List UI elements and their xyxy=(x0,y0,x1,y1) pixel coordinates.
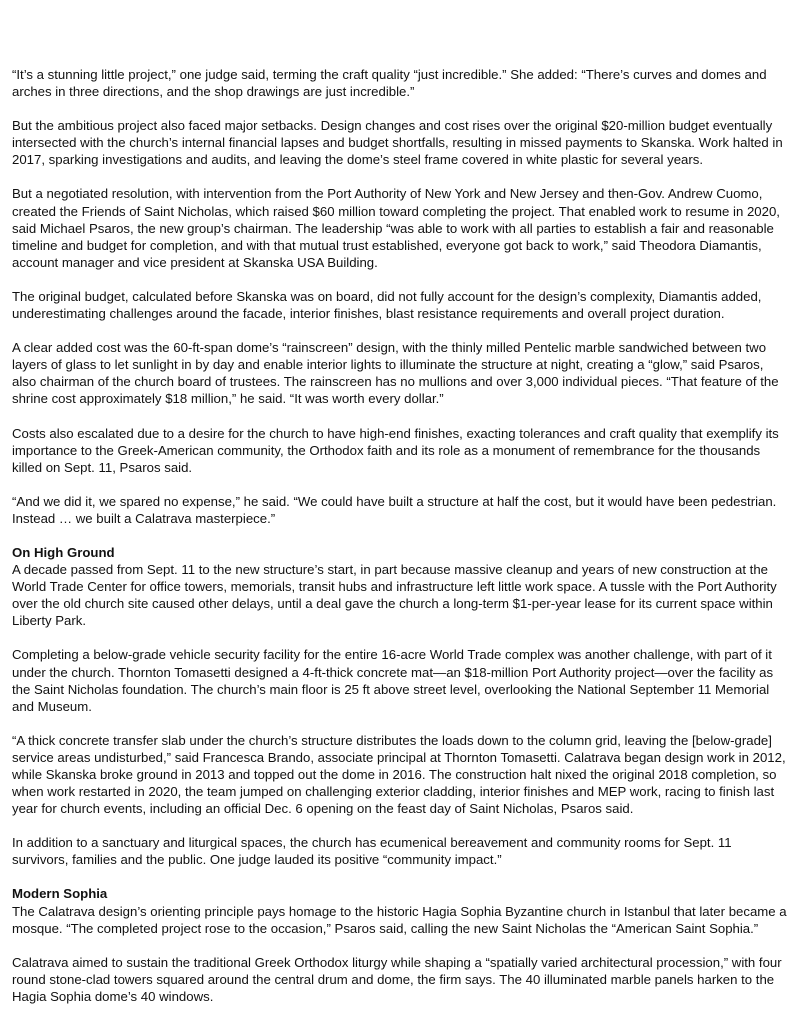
paragraph-rainscreen: A clear added cost was the 60-ft-span dome’s “rainscreen” design, with the thinly milled Pentelic marble sandwiched between two layers of glass to let sunlight in by day and enable interior lights to illuminate the structure at night, creating a “glow,” said Psaros, also chairman of the church board of trustees. The rainscreen has no mullions and over 3,000 individual pieces. “That feature of the shrine cost approximately $18 million,” he said. “It was worth every dollar.” xyxy=(12,340,779,407)
paragraph-setbacks: But the ambitious project also faced major setbacks. Design changes and cost rises over the original $20-million budget eventually intersected with the church’s internal financial lapses and budget shortfalls, resulting in missed payments to Skanska. Work halted in 2017, sparking investigations and audits, and leaving the dome’s steel frame covered in white plastic for several years. xyxy=(12,118,783,168)
paragraph-costs-escalated: Costs also escalated due to a desire for the church to have high-end finishes, exacting tolerances and craft quality that exemplify its importance to the Greek-American community, the Orthodox faith and its role as a monument of remembrance for the thousands killed on Sept. 11, Psaros said. xyxy=(12,425,779,475)
paragraph-transfer-slab: “A thick concrete transfer slab under the church’s structure distributes the loads down to the column grid, leaving the [below-grade] service areas undisturbed,” said Francesca Brando, associate principal at Thornton Tomasetti. Calatrava began design work in 2012, while Skanska broke ground in 2013 and topped out the dome in 2016. The construction halt nixed the original 2018 completion, so when work restarted in 2020, the team jumped on challenging exterior cladding, interior finishes and MEP work, racing to finish last year for church events, including an official Dec. 6 opening on the feast day of Saint Nicholas, Psaros said. xyxy=(12,732,786,817)
paragraph-community-rooms: In addition to a sanctuary and liturgical spaces, the church has ecumenical bereavement and community rooms for Sept. 11 survivors, families and the public. One judge lauded its positive “community impact.” xyxy=(12,835,732,868)
paragraph-liturgy: Calatrava aimed to sustain the traditional Greek Orthodox liturgy while shaping a “spatially varied architectural procession,” with four round stone-clad towers squared around the central drum and dome, the firm says. The 40 illuminated marble panels harken to the Hagia Sophia dome’s 40 windows. xyxy=(12,954,782,1004)
paragraph-hagia-sophia: The Calatrava design’s orienting principle pays homage to the historic Hagia Sophia Byzantine church in Istanbul that later became a mosque. “The completed project rose to the occasion,” Psaros said, calling the new Saint Nicholas the “American Saint Sophia.” xyxy=(12,903,787,936)
paragraph-judge-quote: “It’s a stunning little project,” one judge said, terming the craft quality “just incredible.” She added: “There’s curves and domes and arches in three directions, and the shop drawings are just incredible.” xyxy=(12,67,767,100)
section-heading-high-ground: On High Ground xyxy=(12,544,115,560)
paragraph-no-expense: “And we did it, we spared no expense,” he said. “We could have built a structure at half the cost, but it would have been pedestrian. Instead … we built a Calatrava masterpiece.” xyxy=(12,493,777,526)
paragraph-resolution: But a negotiated resolution, with intervention from the Port Authority of New York and New Jersey and then-Gov. Andrew Cuomo, created the Friends of Saint Nicholas, which raised $60 million toward completing the project. That enabled work to resume in 2020, said Michael Psaros, the new group’s chairman. The leadership “was able to work with all parties to establish a fair and reasonable timeline and budget for completion, and with that mutual trust established, everyone got back to work,” said Theodora Diamantis, account manager and vice president at Skanska USA Building. xyxy=(12,186,780,270)
article-body xyxy=(12,66,790,1022)
paragraph-original-budget: The original budget, calculated before Skanska was on board, did not fully account for the design’s complexity, Diamantis added, underestimating challenges around the facade, interior finishes, blast resistance requirements and overall project duration. xyxy=(12,288,762,322)
paragraph-security-facility: Completing a below-grade vehicle security facility for the entire 16-acre World Trade complex was another challenge, with part of it under the church. Thornton Tomasetti designed a 4-ft-thick concrete mat—an $18-million Port Authority project—over the facility as the Saint Nicholas foundation. The church’s main floor is 25 ft above street level, overlooking the National September 11 Memorial and Museum. xyxy=(12,647,774,714)
section-heading-modern-sophia: Modern Sophia xyxy=(12,886,108,902)
paragraph-decade-passed: A decade passed from Sept. 11 to the new structure’s start, in part because massive cleanup and years of new construction at the World Trade Center for office towers, memorials, transit hubs and infrastructure left little work space. A tussle with the Port Authority over the old church site caused other delays, until a deal gave the church a long-term $1-per-year lease for its current space within Liberty Park. xyxy=(12,562,777,629)
